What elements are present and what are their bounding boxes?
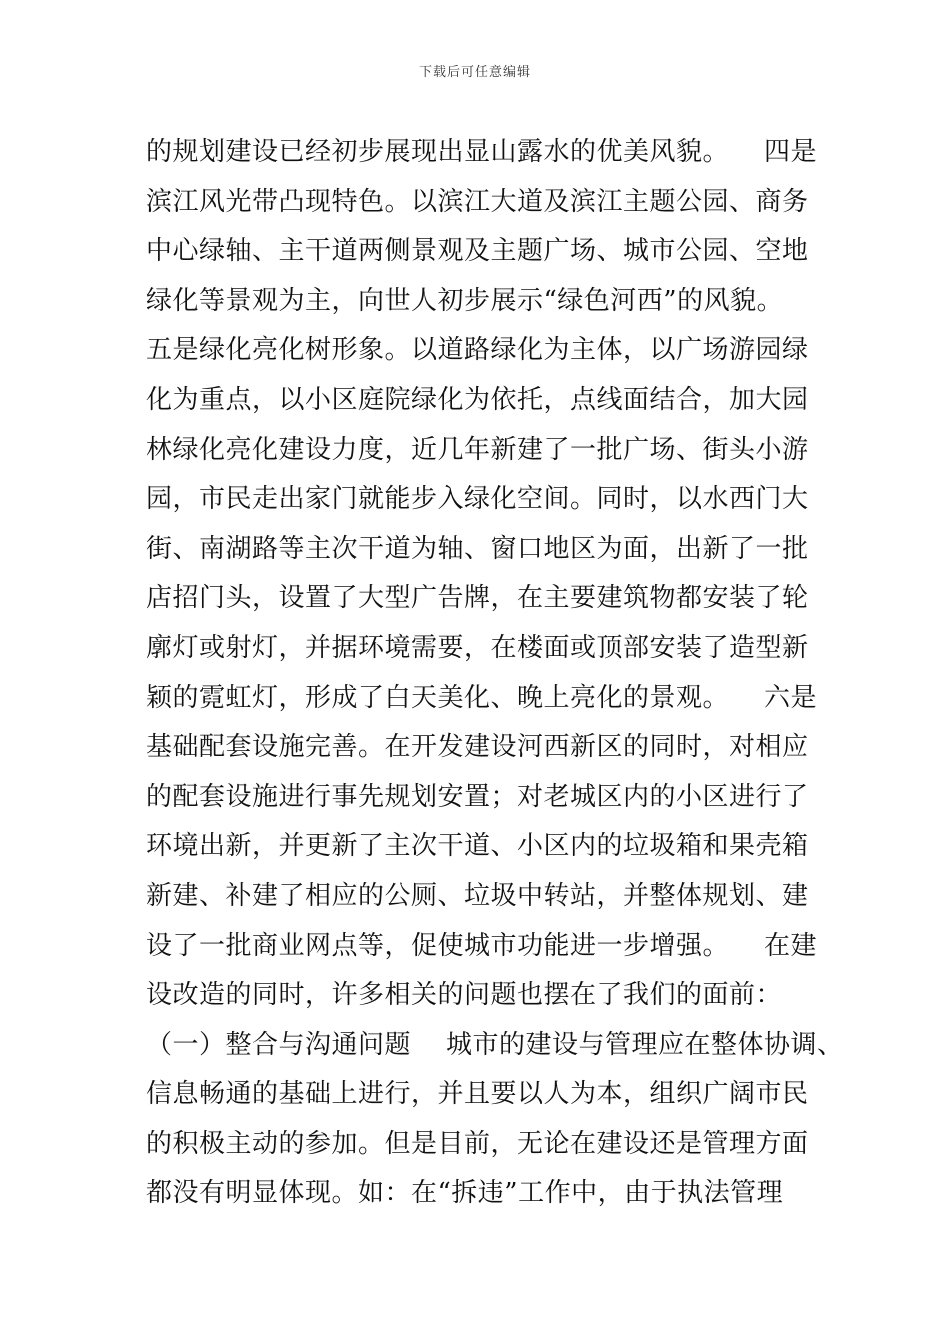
text-line: 的积极主动的参加。但是目前，无论在建设还是管理方面 [146, 1128, 809, 1159]
text-line: 颖的霓虹灯，形成了白天美化、晚上亮化的景观。 六是 [146, 682, 818, 713]
text-line: 绿化等景观为主，向世人初步展示“绿色河西”的风貌。 [146, 285, 784, 316]
text-line: （一）整合与沟通问题 城市的建设与管理应在整体协调、 [146, 1029, 844, 1060]
text-line: 信息畅通的基础上进行，并且要以人为本，组织广阔市民 [146, 1079, 809, 1110]
text-line: 的配套设施进行事先规划安置；对老城区内的小区进行了 [146, 781, 809, 812]
document-body [146, 128, 844, 1219]
text-line: 的规划建设已经初步展现出显山露水的优美风貌。 四是 [146, 137, 818, 167]
text-line: 都没有明显体现。如：在“拆违”工作中，由于执法管理 [146, 1178, 784, 1209]
text-line: 滨江风光带凸现特色。以滨江大道及滨江主题公园、商务 [146, 186, 809, 217]
text-line: 园，市民走出家门就能步入绿化空间。同时，以水西门大 [146, 484, 809, 515]
text-line: 店招门头，设置了大型广告牌，在主要建筑物都安装了轮 [146, 583, 809, 614]
text-line: 新建、补建了相应的公厕、垃圾中转站，并整体规划、建 [146, 880, 809, 911]
text-line: 设改造的同时，许多相关的问题也摆在了我们的面前： [146, 980, 783, 1011]
text-line: 五是绿化亮化树形象。以道路绿化为主体，以广场游园绿 [146, 335, 809, 366]
text-line: 林绿化亮化建设力度，近几年新建了一批广场、街头小游 [146, 434, 809, 465]
page-header-note: 下载后可任意编辑 [418, 65, 531, 80]
text-line: 街、南湖路等主次干道为轴、窗口地区为面，出新了一批 [146, 533, 809, 564]
text-line: 设了一批商业网点等，促使城市功能进一步增强。 在建 [146, 930, 818, 961]
text-line: 化为重点，以小区庭院绿化为依托，点线面结合，加大园 [146, 384, 809, 415]
text-line: 基础配套设施完善。在开发建设河西新区的同时，对相应 [146, 732, 809, 763]
text-line: 廓灯或射灯，并据环境需要，在楼面或顶部安装了造型新 [146, 632, 809, 663]
text-line: 中心绿轴、主干道两侧景观及主题广场、城市公园、空地 [146, 236, 809, 267]
text-line: 环境出新，并更新了主次干道、小区内的垃圾箱和果壳箱 [146, 831, 809, 862]
